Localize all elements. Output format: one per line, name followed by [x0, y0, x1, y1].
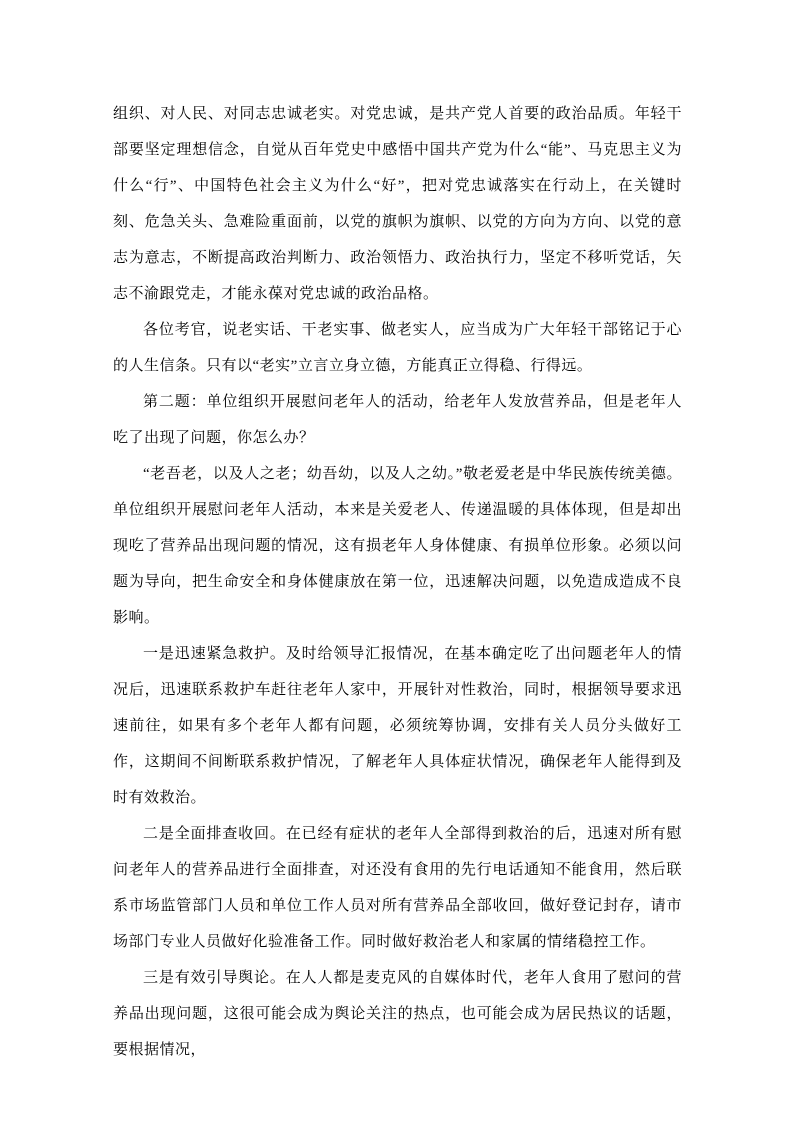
paragraph-point-3: 三是有效引导舆论。在人人都是麦克风的自媒体时代，老年人食用了慰问的营养品出现问题，这很可能会成为舆论关注的热点，也可能会成为居民热议的话题，要根据情况， — [113, 970, 682, 1058]
paragraph-closing-statement: 各位考官，说老实话、干老实事、做老实人，应当成为广大年轻干部铭记于心的人生信条。只有以“老实”立言立身立德，方能真正立得稳、行得远。 — [113, 322, 682, 374]
paragraph-question-2: 第二题：单位组织开展慰问老年人的活动，给老年人发放营养品，但是老年人吃了出现了问题，你怎么办？ — [113, 394, 682, 446]
paragraph-answer-intro: “老吾老，以及人之老；幼吾幼，以及人之幼。”敬老爱老是中华民族传统美德。单位组织开展慰问老年人活动，本来是关爱老人、传递温暖的具体体现，但是却出现吃了营养品出现问题的情况，这有损老年人身体健康、有损单位形象。必须以问题为导向，把生命安全和身体健康放在第一位，迅速解决问题，以免造成造成不良影响。 — [113, 466, 682, 626]
paragraph-continuation: 组织、对人民、对同志忠诚老实。对党忠诚，是共产党人首要的政治品质。年轻干部要坚定理想信念，自觉从百年党史中感悟中国共产党为什么“能”、马克思主义为什么“行”、中国特色社会主义为什么“好”，把对党忠诚落实在行动上，在关键时刻、危急关头、急难险重面前，以党的旗帜为旗帜、以党的方向为方向、以党的意志为意志，不断提高政治判断力、政治领悟力、政治执行力，坚定不移听党话，矢志不渝跟党走，才能永葆对党忠诚的政治品格。 — [113, 106, 682, 302]
paragraph-point-2: 二是全面排查收回。在已经有症状的老年人全部得到救治的后，迅速对所有慰问老年人的营养品进行全面排查，对还没有食用的先行电话通知不能食用，然后联系市场监管部门人员和单位工作人员对所有营养品全部收回，做好登记封存，请市场部门专业人员做好化验准备工作。同时做好救治老人和家属的情绪稳控工作。 — [113, 826, 682, 950]
paragraph-point-1: 一是迅速紧急救护。及时给领导汇报情况，在基本确定吃了出问题老年人的情况后，迅速联系救护车赶往老年人家中，开展针对性救治，同时，根据领导要求迅速前往，如果有多个老年人都有问题，必须统筹协调，安排有关人员分头做好工作，这期间不间断联系救护情况，了解老年人具体症状情况，确保老年人能得到及时有效救治。 — [113, 646, 682, 806]
document-content — [113, 96, 682, 1068]
